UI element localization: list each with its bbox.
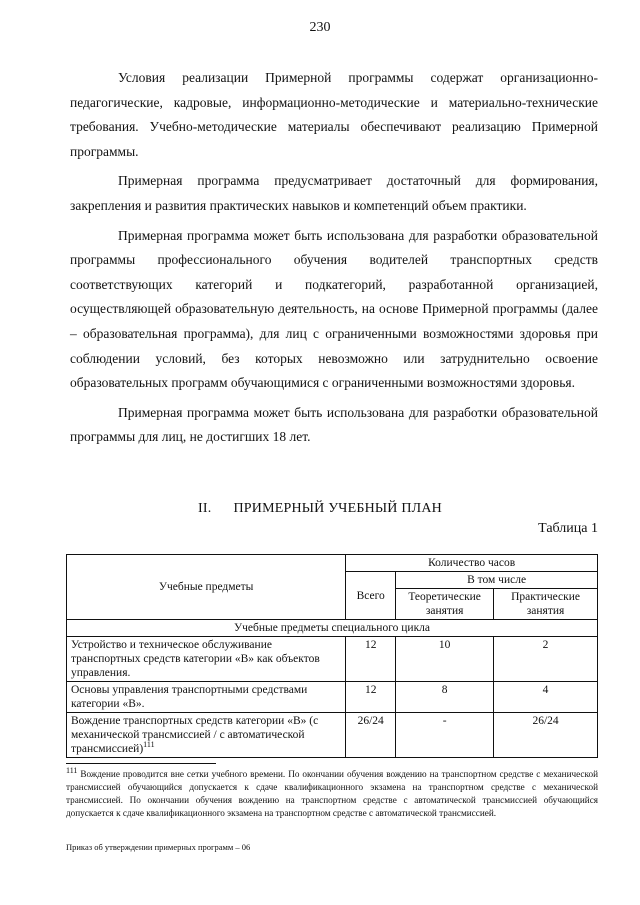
subject-cell: Устройство и техническое обслуживание транспортных средств категории «B» как объектов управления.	[67, 637, 346, 682]
paragraph: Примерная программа предусматривает достаточный для формирования, закрепления и развития практических навыков и компетенций объем практики.	[70, 173, 598, 213]
practice-cell: 2	[494, 637, 598, 682]
paragraph: Примерная программа может быть использована для разработки образовательной программы для лиц, не достигших 18 лет.	[70, 404, 598, 445]
table-caption: Таблица 1	[538, 521, 598, 536]
footnote	[66, 765, 599, 820]
footnote-text: Вождение проводится вне сетки учебного времени. По окончании обучения вождению на транспортном средстве с механической трансмиссией обучающийся допускается к сдаче квалификационного экзамена на транспортном средстве с механической трансмиссией. По окончании обучения вождению на транспортном средстве с автоматической трансмиссией обучающийся допускается к сдаче квалификационного экзамена на транспортном средстве с автоматической трансмиссией.	[66, 769, 599, 818]
subject-cell	[67, 713, 346, 758]
footnote-number: 111	[66, 765, 78, 775]
subject-text: Вождение транспортных средств категории «B» (с механической трансмиссией / с автоматической трансмиссией)	[71, 715, 319, 755]
curriculum-table	[66, 554, 598, 758]
practice-cell: 26/24	[494, 713, 598, 758]
paragraph: Условия реализации Примерной программы содержат организационно-педагогические, кадровые, информационно-методические и материально-технические требования. Учебно-методические материалы обеспечивают реализацию Примерной программы.	[70, 70, 598, 159]
section-title: ПРИМЕРНЫЙ УЧЕБНЫЙ ПЛАН	[233, 501, 442, 516]
subject-cell: Основы управления транспортными средствами категории «B».	[67, 682, 346, 713]
footnote-divider	[66, 763, 216, 764]
practice-cell: 4	[494, 682, 598, 713]
theory-cell: 10	[396, 637, 494, 682]
footnote-ref: 111	[143, 740, 155, 750]
table-row	[67, 713, 598, 758]
page-number: 230	[309, 20, 331, 35]
header-theory: Теоретические занятия	[396, 589, 494, 620]
header-including: В том числе	[396, 572, 598, 589]
theory-cell: -	[396, 713, 494, 758]
header-practice: Практические занятия	[494, 589, 598, 620]
theory-cell: 8	[396, 682, 494, 713]
table-row	[67, 637, 598, 682]
total-cell: 26/24	[346, 713, 396, 758]
section-heading	[0, 501, 640, 517]
header-subjects: Учебные предметы	[67, 555, 346, 620]
group-title: Учебные предметы специального цикла	[67, 620, 598, 637]
table-row	[67, 682, 598, 713]
header-total: Всего	[346, 572, 396, 620]
body-text	[70, 66, 598, 455]
total-cell: 12	[346, 682, 396, 713]
total-cell: 12	[346, 637, 396, 682]
header-hours: Количество часов	[346, 555, 598, 572]
paragraph: Примерная программа может быть использована для разработки образовательной программы профессионального обучения водителей транспортных средств соответствующих категорий и подкатегорий, разработанной организацией, осуществляющей образовательную деятельность, на основе Примерной программы (далее – образовательная программа), для лиц с ограниченными возможностями здоровья при соблюдении условий, без которых невозможно или затруднительно освоение образовательных программ обучающимися с ограниченными возможностями здоровья.	[70, 227, 598, 391]
section-number: II.	[198, 501, 212, 516]
order-note: Приказ об утверждении примерных программ – 06	[66, 842, 251, 852]
